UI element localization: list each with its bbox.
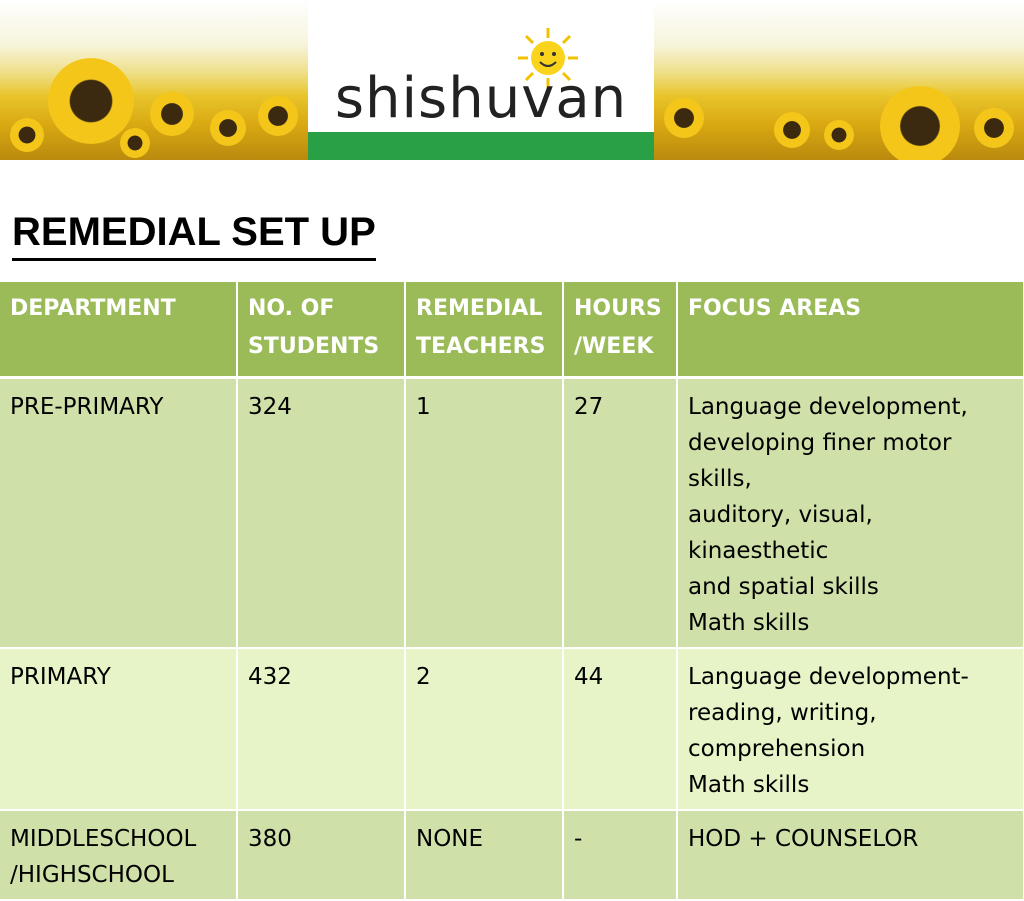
cell-students: 380 [237,810,405,900]
cell-teachers: NONE [405,810,563,900]
cell-teachers: 1 [405,378,563,649]
cell-students: 324 [237,378,405,649]
cell-focus-areas: Language development- reading, writing, comprehension Math skills [677,648,1024,810]
cell-department: PRIMARY [0,648,237,810]
logo-wordmark: shishuvan [334,66,628,131]
table-header-row [0,282,1024,378]
sunflower-field-right-image [654,0,1024,160]
header-hours-week: HOURS /WEEK [563,282,677,378]
sunflower-field-left-image [0,0,308,160]
page-title: REMEDIAL SET UP [12,206,376,261]
header-department: DEPARTMENT [0,282,237,378]
cell-focus-areas: HOD + COUNSELOR [677,810,1024,900]
cell-department: MIDDLESCHOOL /HIGHSCHOOL [0,810,237,900]
cell-hours: - [563,810,677,900]
header-remedial-teachers: REMEDIAL TEACHERS [405,282,563,378]
cell-department: PRE-PRIMARY [0,378,237,649]
remedial-table [0,282,1024,901]
header-focus-areas: FOCUS AREAS [677,282,1024,378]
shishuvan-logo [308,0,654,160]
cell-hours: 27 [563,378,677,649]
logo-green-bar [308,132,654,160]
table-row [0,810,1024,900]
table-row [0,378,1024,649]
cell-hours: 44 [563,648,677,810]
cell-students: 432 [237,648,405,810]
cell-focus-areas: Language development, developing finer motor skills, auditory, visual, kinaesthetic and spatial skills Math skills [677,378,1024,649]
header-banner [0,0,1024,160]
header-students: NO. OF STUDENTS [237,282,405,378]
table-row [0,648,1024,810]
cell-teachers: 2 [405,648,563,810]
